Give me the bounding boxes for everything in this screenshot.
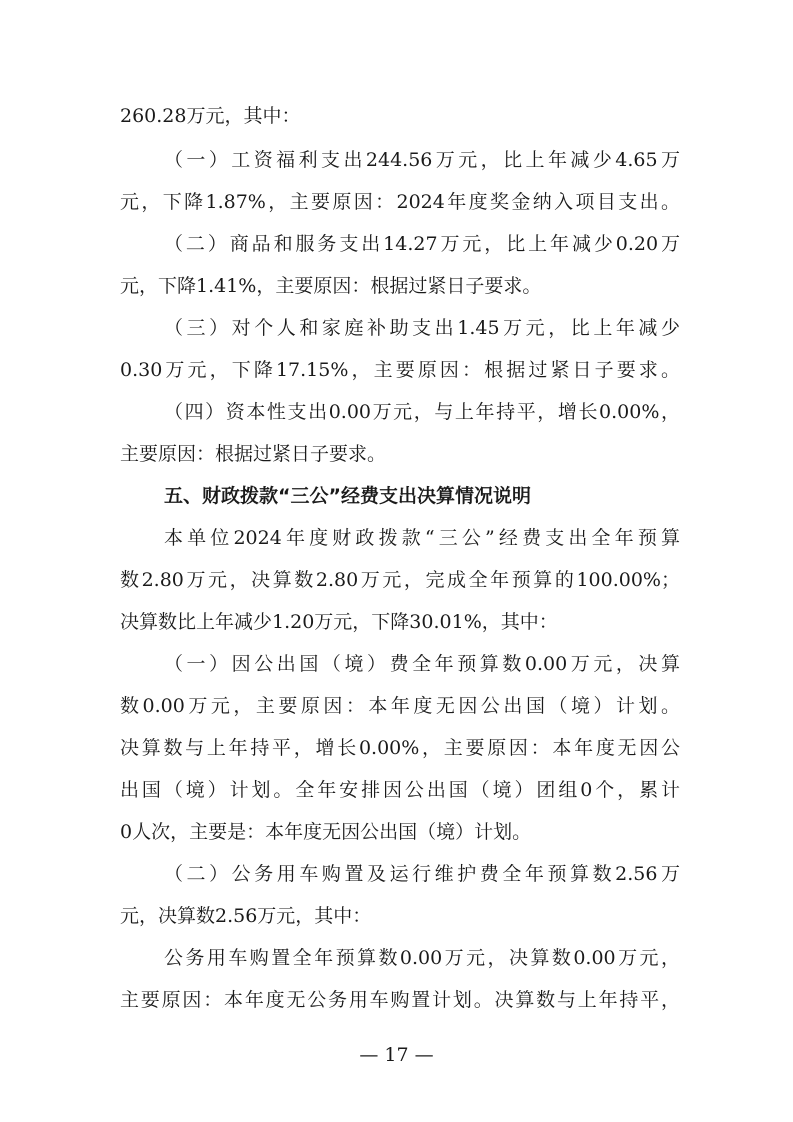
paragraph-line: 主要原因：本年度无公务用车购置计划。决算数与上年持平， [120,989,680,1011]
paragraph-line: 数0.00万元，主要原因：本年度无因公出国（境）计划。 [120,695,680,717]
paragraph-line: 公务用车购置全年预算数0.00万元，决算数0.00万元， [164,947,680,969]
paragraph-line: 数2.80万元，决算数2.80万元，完成全年预算的100.00%； [120,569,680,591]
paragraph-line: 260.28万元，其中： [120,105,301,127]
paragraph-line: （二）公务用车购置及运行维护费全年预算数2.56万 [164,863,680,885]
paragraph-line: （二）商品和服务支出14.27万元，比上年减少0.20万 [164,233,680,255]
paragraph-line: 元，下降1.87%，主要原因：2024年度奖金纳入项目支出。 [120,191,680,213]
paragraph-line: （三）对个人和家庭补助支出1.45万元，比上年减少 [164,317,680,339]
paragraph-line: 决算数与上年持平，增长0.00%，主要原因：本年度无因公 [120,737,680,759]
paragraph-line: 0.30万元，下降17.15%，主要原因：根据过紧日子要求。 [120,359,680,381]
paragraph-line: 出国（境）计划。全年安排因公出国（境）团组0个，累计 [120,779,680,801]
paragraph-line: 决算数比上年减少1.20万元，下降30.01%，其中： [120,611,558,633]
paragraph-line: （一）工资福利支出244.56万元，比上年减少4.65万 [164,149,680,171]
section-heading: 五、财政拨款“三公”经费支出决算情况说明 [164,485,531,507]
paragraph-line: 主要原因：根据过紧日子要求。 [120,443,387,465]
paragraph-line: 元，下降1.41%，主要原因：根据过紧日子要求。 [120,275,542,297]
page-number: — 17 — [359,1044,434,1066]
paragraph-line: 本单位2024年度财政拨款“三公”经费支出全年预算 [164,527,680,549]
paragraph-line: （四）资本性支出0.00万元，与上年持平，增长0.00%， [164,401,680,423]
paragraph-line: 0人次，主要是：本年度无因公出国（境）计划。 [120,821,532,843]
paragraph-line: 元，决算数2.56万元，其中： [120,905,372,927]
paragraph-line: （一）因公出国（境）费全年预算数0.00万元，决算 [164,653,680,675]
